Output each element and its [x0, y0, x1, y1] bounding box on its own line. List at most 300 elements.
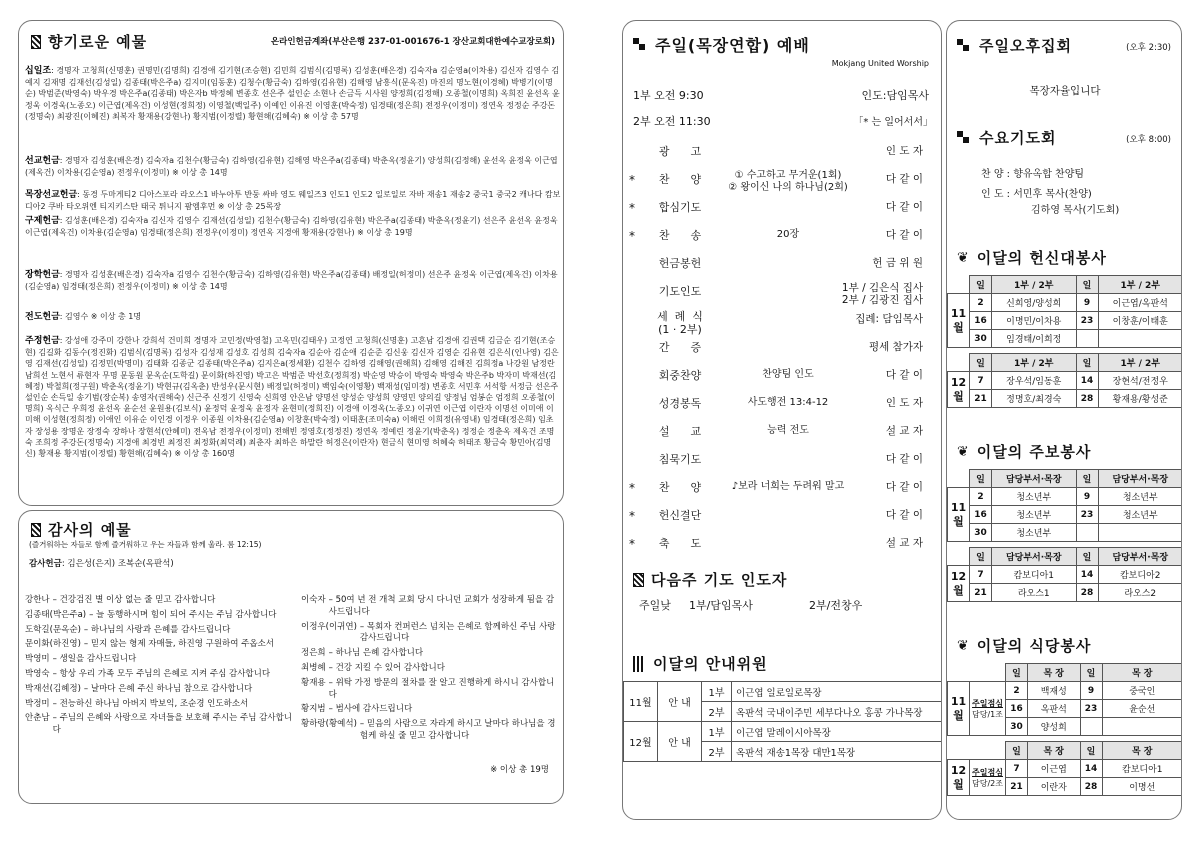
name-cell: 옥판석 — [1028, 700, 1081, 718]
month-unit: 월 — [953, 777, 964, 791]
offering-section — [18, 20, 564, 506]
header-cell: 일 — [970, 548, 992, 566]
worship-order — [623, 131, 942, 551]
order-right: 1부 / 김은식 집사 2부 / 김광진 집사 — [841, 282, 923, 306]
table-row — [948, 294, 1183, 312]
thanks-item — [25, 595, 295, 607]
month-cell — [948, 682, 970, 736]
order-row — [623, 170, 923, 199]
order-row — [623, 229, 923, 255]
order-label: 회중찬양 — [658, 369, 702, 382]
worship-section — [622, 20, 942, 820]
order-right: 다 같 이 — [885, 369, 923, 381]
day-cell: 2 — [970, 488, 992, 506]
next-prayer-label: 주일낮 — [639, 599, 671, 612]
header-cell: 목 장 — [1102, 742, 1182, 760]
order-right: 평세 참가자 — [868, 341, 923, 353]
offering-header — [31, 31, 555, 51]
next-prayer-second: 2부/전창우 — [809, 599, 863, 612]
month-cell — [948, 354, 970, 372]
order-row — [623, 425, 923, 451]
next-prayer-section — [623, 569, 942, 629]
thanks-item — [25, 625, 295, 637]
name-cell: 백재성 — [1028, 682, 1081, 700]
order-row — [623, 310, 923, 339]
offering-group-text: : 경명자 김성훈(배은경) 김숙자a 김영수 김천수(황금숙) 김하영(김유현) 박은주a(김종태) 배정일(허정미) 선은주 윤정욱 이근엽(제옥건) 이차용(김순영a) 임경태(정은희) 전정우(이정미) ※ 이상 총 14명 — [25, 270, 558, 292]
header-cell: 일 — [970, 276, 992, 294]
offering-group-label: 선교헌금 — [25, 156, 60, 166]
order-label: 성경봉독 — [658, 397, 702, 410]
header-cell: 목 장 — [1028, 664, 1081, 682]
wednesday-time: (오후 8:00) — [1126, 135, 1171, 145]
worship-first-time: 1부 오전 9:30 — [633, 89, 704, 102]
name-cell: 장우석/임동훈 — [992, 372, 1077, 390]
ushers-section — [623, 653, 942, 813]
thanks-item — [301, 622, 559, 646]
thanks-item-name: 강한나 — [25, 595, 50, 605]
offering-group-text: : 강성애 강주미 강한나 강희석 건미희 경명자 고민정(박영철) 고옥민(김태우) 고정연 고청희(신명훈) 고흔남 김경애 김권택 김금순 김기현(조승현) 김길화 김동수(정진화) 김범식(김명록) 김성자 김성재 김성호 김성희 김숙자a 김순아 김순애 김순준 김신웅 김신자 김영순 김유현 김은식(인나영) 김은영 김재선(김성일) 김정민(박명미) 김태화 김종군 김종태(박은주a) 김지은a(정세환) 김천수 김하영 김해영(권해희) 김해영 김해진 김희정a 나강원 남정란 남희선 노현서 류현자 무명 문동원 문옥순(도학길) 문이화(하진영) 박고은 박범준 박선호(정희정) 박순영 박승이 박영숙 박영숙 박은주b 박자미 박재선(김혜정) 박철희(정구원) 박춘옥(정윤기) 박현규(김옥춘) 반성우(문시현) 배정일(허정미) 백임숙(이영황) 백재성(임미정) 변종호 서민후 서석항 서정금 선은주 설인순 손득일 송기범(장순복) 송영자(권해숙) 신근주 신정기 신영숙 신희영 안은남 양명선 양성순 양성희 양영민 양의길 양정님 엄봉순 엄정희 오종철(이명희) 옥식근 우희정 윤선옥 윤순선 윤원용(김보식) 윤정덕 윤정욱 윤정자 윤현미(정희진) 이경애 이경옥(노종오) 이귀연 이근엽 이란자 이명선 이미애 이미해 이성현(정희정) 이애인 이유순 이인경 이정우 이종원 이차용(김순영a) 이창훈(박숙정) 이태훈(조미숙a) 이해린 이희정(유영내) 임경태(정은희) 임초자 장성용 장명운 장정숙 장하나 장현석(안혜미) 전옥남 전정우(이정미) 전해빈 정영호(정정진) 정연옥 정예린 정윤기(박춘옥) 정정순 정춘옥 제옥건 조명숙 조희정 주강돈(정명숙) 지경애 최경빈 최정진 최정화(최덕례) 최춘자 최하은 하말란 허정은(이란자) 현금식 현미영 허혜숙 허태조 황금숙 황민아(김명신) 황재용 황지범(이정렬) 황현해(김혜숙) ※ 이상 총 160명 — [25, 336, 559, 459]
usher-part: 1부 — [702, 722, 732, 742]
usher-who: 옥판석 재송1목장 대만1목장 — [732, 742, 943, 762]
thanks-item — [301, 704, 559, 716]
order-right: 헌 금 위 원 — [872, 257, 923, 269]
name-cell: 신희영/양성희 — [992, 294, 1077, 312]
offering-group-label: 십일조 — [25, 66, 52, 76]
name-cell: 청소년부 — [992, 524, 1077, 542]
month-unit: 월 — [953, 320, 964, 334]
day-cell: 28 — [1076, 390, 1098, 408]
order-row — [623, 481, 923, 507]
offering-group-5 — [25, 311, 561, 323]
order-row — [623, 201, 923, 227]
offering-group-label: 장학헌금 — [25, 270, 60, 280]
header-cell: 일 — [970, 354, 992, 372]
thanks-item-name: 박정미 — [25, 698, 50, 709]
thanks-item-text: – 건강 지킬 수 있어 감사합니다 — [328, 662, 445, 673]
thanks-item-text: – 하나님 은혜 감사합니다 — [328, 648, 424, 659]
month-cell — [948, 488, 970, 542]
thanks-item-name: 이정우(이귀연) — [301, 621, 357, 632]
day-cell: 23 — [1076, 506, 1098, 524]
month-number: 12 — [950, 763, 967, 777]
table-row — [948, 372, 1183, 390]
name-cell: 윤순선 — [1102, 700, 1182, 718]
month-cell — [948, 742, 970, 760]
table-row — [948, 330, 1183, 348]
thanks-total: ※ 이상 총 19명 — [490, 765, 549, 775]
month-number: 11 — [950, 694, 967, 708]
day-cell: 23 — [1076, 312, 1098, 330]
header-cell: 일 — [1080, 742, 1102, 760]
hatch-square-icon — [31, 523, 41, 537]
unit-cell — [970, 664, 1006, 682]
order-mark: * — [629, 229, 635, 243]
order-middle: ♪보라 너희는 두려워 말고 — [731, 481, 845, 492]
header-cell: 일 — [1006, 742, 1028, 760]
day-cell: 21 — [970, 390, 992, 408]
name-cell: 캄보디아1 — [992, 566, 1077, 584]
unit-cell — [970, 682, 1006, 736]
day-cell: 9 — [1076, 488, 1098, 506]
thanks-section — [18, 510, 564, 804]
thanks-item-name: 도학길(문옥순) — [25, 624, 81, 635]
unit-label: 담당/1조 — [972, 709, 1003, 719]
thanks-item — [301, 595, 559, 619]
offering-group-text: : 경명자 고청희(신명훈) 권명민(김명희) 김경애 김기현(조승현) 김민희 김범식(김명록) 김성훈(배은경) 김숙자a 김순영a(이차용) 김신자 김영수 김예지 김재명 김재선(김성일) 김종태(박은주a) 김지미(임동훈) 김청수(황금숙) 김하영(김유현) 김해영 남흥식(문옥진) 마진의 명노현(이경혜) 박병기(이명순) 박범준(박영숙) 박우경 박은주a(김종태) 박은자b 박정혜 변종호 선은주 설인순 소현나 손금득 시사원 양정희(김정해) 오종철(이명희) 옥희진 윤선옥 윤정욱 이경욱(노종오) 이근엽(제옥건) 이성현(정희정) 이영철(백일주) 이예인 이유진 이영훈(박숙정) 임경태(정은희) 전정우(이정미) 정연옥 정정순 주강돈(정명숙) 최광진(이혜진) 최복자 황재용(강현나) 황지범(이정렬) 황현해(김혜숙) ※ 이상 총 57명 — [25, 66, 560, 121]
day-cell: 7 — [970, 566, 992, 584]
day-cell: 30 — [970, 330, 992, 348]
month-cell — [948, 548, 970, 566]
header-cell: 1부 / 2부 — [992, 354, 1077, 372]
day-cell — [1076, 330, 1098, 348]
order-right: 다 같 이 — [885, 481, 923, 493]
order-right: 집례: 담임목사 — [855, 313, 923, 325]
name-cell: 라오스1 — [992, 584, 1077, 602]
month-unit: 월 — [953, 708, 964, 722]
bulletin-section — [947, 441, 1182, 621]
name-cell: 이명민/이차용 — [992, 312, 1077, 330]
wednesday-praise: 찬 양 : 향유옥합 찬양팀 — [981, 169, 1085, 180]
day-cell: 30 — [970, 524, 992, 542]
worship-second-time: 2부 오전 11:30 — [633, 115, 711, 128]
thanks-item-text: – 건강검진 별 이상 없는 줄 믿고 감사합니다 — [52, 595, 216, 605]
table-header-row — [948, 354, 1183, 372]
afternoon-title: 주일오후집회 — [957, 35, 1072, 56]
month-number: 11 — [950, 500, 967, 514]
thanks-item — [25, 713, 295, 737]
thanks-item-name: 정은희 — [301, 648, 326, 659]
order-row — [623, 341, 923, 367]
order-row — [623, 453, 923, 479]
dedication-section — [947, 247, 1182, 437]
thanks-item-name: 황지범 — [301, 704, 326, 715]
heart-icon: ❦ — [957, 249, 970, 266]
order-row — [623, 509, 923, 535]
usher-role: 안 내 — [658, 722, 702, 762]
order-right: 다 같 이 — [885, 229, 923, 241]
hatch-square-icon — [31, 35, 41, 49]
name-cell: 청소년부 — [992, 506, 1077, 524]
name-cell: 정명호/최경숙 — [992, 390, 1077, 408]
day-cell — [1080, 718, 1102, 736]
offering-group-2 — [25, 189, 561, 212]
thanks-offering-line — [29, 557, 174, 569]
offering-group-3 — [25, 215, 561, 238]
order-middle: 찬양팀 인도 — [762, 369, 814, 380]
order-label: 축 도 — [658, 537, 702, 550]
month-cell — [948, 372, 970, 408]
table-header-row — [948, 548, 1183, 566]
offering-group-text: : 김성훈(배은경) 김숙자a 김신자 김영수 김재선(김성일) 김천수(황금숙) 김하영(김유현) 박은주a(김종태) 박춘옥(정윤기) 선은주 윤선옥 윤정욱 이근엽(제옥건) 이차용(김순영a) 임경태(정은희) 전정우(이정미) 정연옥 지경애 황재용(강현나) ※ 이상 총 19명 — [25, 216, 558, 238]
offering-group-text: : 김영수 ※ 이상 총 1명 — [59, 312, 142, 321]
thanks-item-name: 박영숙 — [25, 668, 50, 679]
thanks-item-name: 황재용 — [301, 677, 326, 688]
order-row — [623, 369, 923, 395]
order-label: 간 증 — [658, 341, 702, 354]
table-row — [948, 584, 1183, 602]
table-row — [948, 524, 1183, 542]
thanks-item-text: – 위탁 가정 방문의 절차를 잘 알고 진행하게 하시니 감사합니다 — [328, 677, 555, 700]
wednesday-title: 수요기도회 — [957, 127, 1056, 148]
name-cell: 청소년부 — [1098, 506, 1182, 524]
header-cell: 담당부서·목장 — [1098, 470, 1182, 488]
header-cell: 1부 / 2부 — [992, 276, 1077, 294]
afternoon-time: (오후 2:30) — [1126, 43, 1171, 53]
order-label: 설 교 — [658, 425, 702, 438]
heart-icon: ❦ — [957, 443, 970, 460]
usher-part: 1부 — [702, 682, 732, 702]
order-row — [623, 145, 923, 171]
thanks-item-text: – 범사에 감사드립니다 — [328, 704, 413, 715]
thanks-item-text: – 전능하신 하나님 아버지 박보익, 조순경 인도하소서 — [52, 698, 249, 709]
thanks-item-text: – 생일을 감사드립니다 — [52, 654, 137, 665]
dedication-title: ❦ 이달의 헌신대봉사 — [957, 249, 1107, 267]
table-row — [948, 312, 1183, 330]
name-cell: 이명선 — [1102, 778, 1182, 796]
day-cell: 16 — [970, 312, 992, 330]
thanks-item-name: 김종태(박은주a) — [25, 609, 87, 620]
day-cell — [1076, 524, 1098, 542]
month-cell — [948, 470, 970, 488]
order-mark: * — [629, 481, 635, 495]
header-cell: 일 — [970, 470, 992, 488]
cafeteria-title: ❦ 이달의 식당봉사 — [957, 637, 1092, 655]
usher-who: 옥판석 국내이주민 세부다나오 홍콩 가나목장 — [732, 702, 943, 722]
name-cell: 임경태/이희정 — [992, 330, 1077, 348]
ushers-title: 이달의 안내위원 — [633, 653, 768, 674]
order-right: 인 도 자 — [885, 145, 923, 157]
hatch-square-icon — [633, 573, 644, 587]
order-label: 찬 송 — [658, 229, 702, 242]
thanks-item — [301, 663, 559, 675]
name-cell: 캄보디아1 — [1102, 760, 1182, 778]
name-cell: 황재용/황성준 — [1098, 390, 1182, 408]
order-label: 찬 양 — [658, 173, 702, 186]
thanks-left-column — [25, 595, 295, 740]
month-cell — [948, 664, 970, 682]
order-middle: 사도행전 13:4-12 — [747, 397, 829, 408]
table-header-row — [948, 742, 1183, 760]
usher-row — [624, 682, 943, 702]
name-cell — [1098, 524, 1182, 542]
day-cell: 21 — [1006, 778, 1028, 796]
offering-group-6 — [25, 335, 561, 459]
day-cell: 23 — [1080, 700, 1102, 718]
name-cell — [1098, 330, 1182, 348]
unit-cell — [970, 742, 1006, 760]
order-right: 다 같 이 — [885, 509, 923, 521]
day-cell: 9 — [1076, 294, 1098, 312]
day-cell: 7 — [970, 372, 992, 390]
day-cell: 9 — [1080, 682, 1102, 700]
header-cell: 일 — [1076, 276, 1098, 294]
thanks-item-name: 안춘남 — [25, 713, 50, 724]
day-cell: 7 — [1006, 760, 1028, 778]
header-cell: 담당부서·목장 — [992, 548, 1077, 566]
usher-role: 안 내 — [658, 682, 702, 722]
table-row — [948, 506, 1183, 524]
usher-who: 이근엽 말레이시아목장 — [732, 722, 943, 742]
next-prayer-first: 1부/담임목사 — [689, 599, 753, 612]
day-cell: 28 — [1080, 778, 1102, 796]
day-cell: 30 — [1006, 718, 1028, 736]
heart-icon: ❦ — [957, 637, 970, 654]
header-cell: 일 — [1006, 664, 1028, 682]
name-cell: 청소년부 — [1098, 488, 1182, 506]
day-cell: 14 — [1076, 566, 1098, 584]
offering-group-text: : 동경 두마게티2 디아스포라 라오스1 바누아투 반둥 싸바 영도 웨일즈3 인도1 인도2 일로일로 자바 재송1 재송2 중국1 중국2 캐나다 캄보디아2 쿠바 타오위엔 티지키스탄 태국 튀니지 팜엠후먼 ※ 이상 총 25목장 — [25, 190, 561, 212]
thanks-item — [25, 669, 295, 681]
name-cell: 라오스2 — [1098, 584, 1182, 602]
dedication-table — [947, 275, 1182, 408]
double-square-icon — [957, 39, 971, 53]
unit-label: 담당/2조 — [972, 778, 1003, 788]
thanks-title: 감사의 예물 — [31, 519, 132, 540]
offering-account: 온라인헌금계좌(부산은행 237-01-001676-1 장산교회대한예수교장로회) — [270, 37, 555, 47]
table-header-row — [948, 276, 1183, 294]
order-label: 헌금봉헌 — [658, 257, 702, 270]
bulletin-table — [947, 469, 1182, 602]
afternoon-section — [947, 21, 1182, 101]
day-cell: 16 — [1006, 700, 1028, 718]
thanks-item-name: 황하랑(황예석) — [301, 719, 357, 730]
ushers-table — [623, 681, 942, 762]
header-cell: 목 장 — [1028, 742, 1081, 760]
day-cell: 14 — [1080, 760, 1102, 778]
name-cell: 캄보디아2 — [1098, 566, 1182, 584]
thanks-item-text: – 믿음의 사람으로 자라게 하시고 날마다 하나님을 경험케 하실 줄 믿고 감사합니다 — [359, 719, 556, 741]
thanks-item-text: – 날마다 은혜 주신 하나님 참으로 감사합니다 — [83, 683, 253, 694]
order-right: 인 도 자 — [885, 397, 923, 409]
header-cell: 일 — [1076, 470, 1098, 488]
next-prayer-title: 다음주 기도 인도자 — [633, 569, 787, 590]
offering-title: 향기로운 예물 — [31, 31, 147, 52]
order-label: 찬 양 — [658, 481, 702, 494]
order-label: 헌신결단 — [658, 509, 702, 522]
thanks-verse: (즐거워하는 자들로 함께 즐거워하고 우는 자들과 함께 울라. 롬 12:15) — [29, 540, 262, 549]
thanks-item — [25, 654, 295, 666]
worship-standing-note: 「* 는 일어서서」 — [853, 117, 933, 128]
thanks-right-column — [301, 595, 559, 746]
thanks-item-text: – 믿지 않는 형제 자매들, 하진영 구원하여 주옵소서 — [83, 639, 274, 650]
order-row — [623, 537, 923, 563]
thanks-item-name: 박재선(김혜정) — [25, 683, 81, 694]
thanks-item — [25, 684, 295, 696]
name-cell: 양성희 — [1028, 718, 1081, 736]
table-row — [948, 682, 1183, 700]
table-row — [948, 760, 1183, 778]
worship-title: 주일(목장연합) 예배 — [633, 33, 810, 56]
month-number: 11 — [950, 306, 967, 320]
thanks-item-name: 문이화(하진영) — [25, 639, 81, 650]
thanks-item-text: – 늘 동행하시며 힘이 되어 주시는 주님 감사합니다 — [89, 609, 277, 620]
offering-group-text: : 경명자 김성훈(배은경) 김숙자a 김천수(황금숙) 김하영(김유현) 김해영 박은주a(김종태) 박춘옥(정윤기) 양성희(김정해) 윤선옥 윤정욱 이근엽(제옥건) 이차용(김순영a) 전정우(이정미) ※ 이상 총 14명 — [25, 156, 558, 178]
thanks-item — [25, 699, 295, 711]
thanks-item — [301, 648, 559, 660]
usher-month: 12월 — [624, 722, 658, 762]
order-mark: * — [629, 201, 635, 215]
name-cell: 이창훈/이태훈 — [1098, 312, 1182, 330]
wednesday-lead2: 김하영 목사(기도회) — [1031, 205, 1120, 216]
usher-part: 2부 — [702, 702, 732, 722]
table-row — [948, 488, 1183, 506]
wednesday-lead1: 인 도 : 서민후 목사(찬양) — [981, 189, 1092, 200]
order-row — [623, 282, 923, 311]
usher-row — [624, 722, 943, 742]
order-mark: * — [629, 173, 635, 187]
grid-icon — [633, 656, 645, 672]
order-middle: 능력 전도 — [767, 425, 809, 436]
offering-group-1 — [25, 155, 561, 178]
thanks-item-text: – 하나님의 사랑과 은혜를 감사드립니다 — [83, 624, 231, 635]
thanks-names: : 김은성(은지) 조복순(옥판석) — [61, 559, 174, 569]
thanks-item-name: 이숙자 — [301, 595, 326, 605]
name-cell: 청소년부 — [992, 488, 1077, 506]
thanks-item-name: 박영미 — [25, 654, 50, 665]
thanks-item — [25, 610, 295, 622]
order-label: 세 례 식 (1 · 2부) — [657, 310, 703, 336]
month-unit: 월 — [953, 514, 964, 528]
header-cell: 목 장 — [1102, 664, 1182, 682]
offering-group-label: 목장선교헌금 — [25, 190, 78, 200]
month-cell — [948, 760, 970, 796]
order-mark: * — [629, 537, 635, 551]
day-cell: 28 — [1076, 584, 1098, 602]
order-label: 합심기도 — [658, 201, 702, 214]
thanks-item — [301, 719, 559, 743]
double-square-icon — [633, 38, 647, 52]
table-header-row — [948, 470, 1183, 488]
header-cell: 일 — [1076, 548, 1098, 566]
name-cell: 중국인 — [1102, 682, 1182, 700]
order-right: 설 교 자 — [885, 537, 923, 549]
order-right: 설 교 자 — [885, 425, 923, 437]
worship-subtitle: Mokjang United Worship — [831, 59, 929, 68]
month-number: 12 — [950, 569, 967, 583]
order-middle: ① 수고하고 무거운(1회) ② 왕이신 나의 하나님(2회) — [728, 170, 848, 193]
month-unit: 월 — [953, 389, 964, 403]
thanks-item-text: – 주님의 은혜와 사랑으로 자녀들을 보호해 주시는 주님 감사합니다 — [52, 713, 292, 736]
offering-group-4 — [25, 269, 561, 292]
day-cell: 14 — [1076, 372, 1098, 390]
offering-group-label: 구제헌금 — [25, 216, 60, 226]
order-label: 침묵기도 — [658, 453, 702, 466]
name-cell — [1102, 718, 1182, 736]
unit-cell — [970, 760, 1006, 796]
order-label: 기도인도 — [658, 285, 702, 298]
usher-who: 이근엽 일로일로목장 — [732, 682, 943, 702]
order-right: 다 같 이 — [885, 453, 923, 465]
cafeteria-table — [947, 663, 1182, 796]
double-square-icon — [957, 131, 971, 145]
thanks-item-text: – 항상 우리 가족 모두 주님의 은혜로 지켜 주심 감사합니다 — [52, 668, 271, 679]
order-right: 다 같 이 — [885, 173, 923, 185]
header-cell: 담당부서·목장 — [1098, 548, 1182, 566]
month-cell — [948, 566, 970, 602]
header-cell: 일 — [1076, 354, 1098, 372]
wednesday-section — [947, 121, 1182, 231]
lunch-label: 주일점심 — [972, 767, 1003, 777]
order-middle: 20장 — [776, 229, 800, 240]
cafeteria-section — [947, 635, 1182, 815]
thanks-item-text: – 50여 년 전 개척 교회 당시 다니던 교회가 성장하게 됨을 감사드립니다 — [328, 595, 555, 617]
name-cell: 이란자 — [1028, 778, 1081, 796]
offering-group-0 — [25, 65, 561, 122]
day-cell: 16 — [970, 506, 992, 524]
offering-group-label: 주정헌금 — [25, 336, 60, 346]
bulletin-title: ❦ 이달의 주보봉사 — [957, 443, 1092, 461]
usher-month: 11월 — [624, 682, 658, 722]
